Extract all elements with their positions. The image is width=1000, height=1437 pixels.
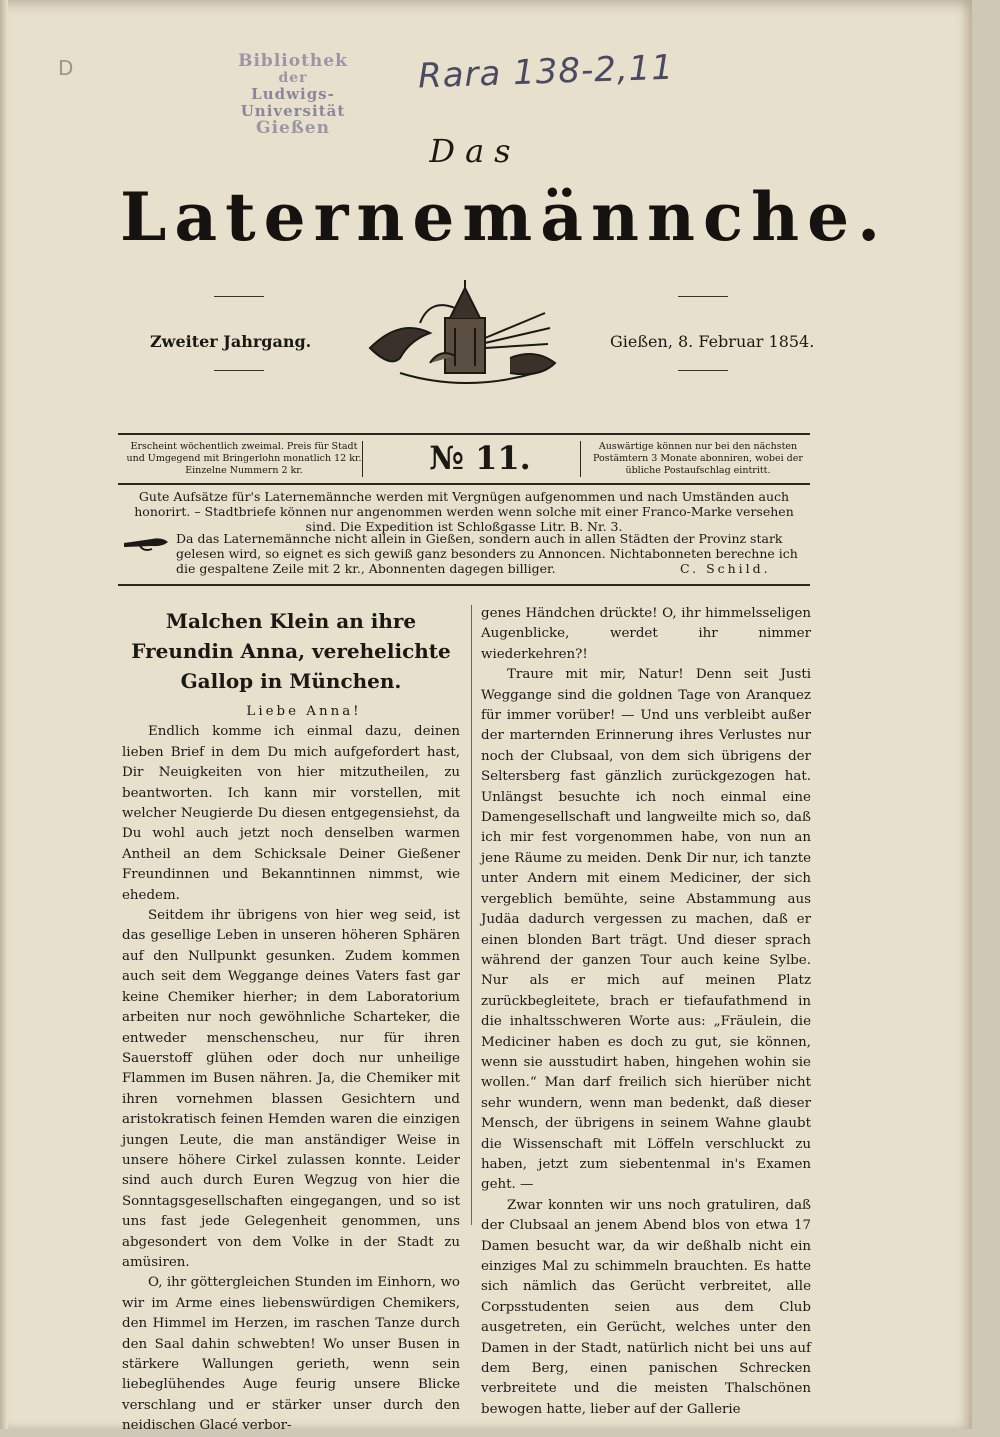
column-separator <box>471 605 472 1225</box>
stamp-line: Gießen <box>256 118 330 139</box>
stamp-line: der <box>278 69 308 86</box>
article-paragraph: Zwar konnten wir uns noch gratuliren, daß der Clubsaal an jenem Abend blos von etwa 17 Damen besucht war, da wir deßhalb nicht ein einziges Mal zu schimmeln brauchten. Es hatte sich nämlich das Gerücht verbreitet, alle Corpsstudenten seien aus dem Club ausgetreten, ein Gerücht, welches unter den Damen in der Stadt, natürlich nicht bei uns auf dem Berg, einen panischen Schrecken verbreitete und die meisten Thalschönen bewogen hatte, lieber auf der Gallerie <box>481 1197 811 1417</box>
ornament-rule <box>678 370 728 371</box>
margin-pencil-note: D <box>58 56 74 80</box>
article-paragraph: genes Händchen drückte! O, ihr himmelsseligen Augenblicke, werdet ihr nimmer wiederkehren?! <box>481 606 811 662</box>
section-divider <box>118 584 810 586</box>
volume-year: Zweiter Jahrgang. <box>150 332 312 351</box>
pointing-hand-icon <box>122 533 172 553</box>
advertising-notice: Da das Laternemännche nicht allein in Gießen, sondern auch in allen Städten der Provinz stark gelesen wird, so eignet es sich gewiß ganz besonders zu Annoncen. Nichtabonneten berechne ich die gespaltene Zeile mit 2 kr., Abonnenten dagegen billiger. <box>176 531 798 576</box>
article-paragraph: Seitdem ihr übrigens von hier weg seid, ist das gesellige Leben in unseren höheren Sphären auf den Nullpunkt gesunken. Zudem kommen auch seit dem Weggange deines Vaters fast gar keine Chemiker hierher; in dem Laboratorium arbeiten nur noch gewöhnliche Scharteker, die entweder menschenscheu, nur für ihren Sauerstoff glühen oder doch nur unheilige Flammen im Busen nähren. Ja, die Chemiker mit ihren vornehmen blassen Gesichtern und aristokratisch feinen Hemden waren die einzigen jungen Leute, die man anständiger Weise in unsere höhere Cirkel zulassen konnte. Leider sind auch durch Euren Wegzug von hier die Sonntagsgesellschaften eingegangen, und so ist uns fast jede Gelegenheit genommen, uns abgesondert von dem Volke in der Stadt zu amüsiren. <box>122 908 460 1270</box>
place-date: Gießen, 8. Februar 1854. <box>610 332 815 351</box>
issue-number: № 11. <box>429 439 531 477</box>
ornament-rule <box>214 296 264 297</box>
subscription-local-terms: Erscheint wöchentlich zweimal. Preis für Stadt und Umgegend mit Bringerlohn monatlich 12 kr. Einzelne Nummern 2 kr. <box>126 441 362 476</box>
ornament-rule <box>214 370 264 371</box>
info-separator <box>580 441 581 477</box>
article-paragraph: O, ihr göttergleichen Stunden im Einhorn, wo wir im Arme eines liebenswürdigen Chemikers, den Himmel im Herzen, im raschen Tanze durch den Saal dahin schwebten! Wo unser Busen in stärkere Wallungen gerieth, wenn sein liebeglühendes Auge feurig unsere Blicke verschlang und er stärker unser durch den neidischen Glacé verbor- <box>122 1275 460 1434</box>
editorial-notice: Gute Aufsätze für's Laternemännche werden mit Vergnügen aufgenommen und nach Umständen auch honorirt. – Stadtbriefe können nur angenommen werden wenn solche mit einer Franco-Marke versehen sind. Die Expedition ist Schloßgasse Litr. B. Nr. 3. <box>134 489 794 534</box>
masthead-das: Das <box>429 132 521 170</box>
stamp-line: Ludwigs-Universität <box>240 85 346 120</box>
article-headline: Malchen Klein an ihre Freundin Anna, verehelichte Gallop in München. <box>131 609 451 693</box>
article-paragraph: Endlich komme ich einmal dazu, deinen lieben Brief in dem Du mich aufgefordert hast, Dir Neuigkeiten von hier mitzutheilen, zu beantworten. Ich kann mir vorstellen, mit welcher Neugierde Du diesen entgegensiehst, da Du wohl auch jetzt noch denselben warmen Antheil an dem Schicksale Deiner Gießener Freundinnen und Bekanntinnen nimmst, wie ehedem. <box>122 724 460 903</box>
subscription-bar <box>118 433 810 485</box>
info-separator <box>362 441 363 477</box>
publisher-signature: C. Schild. <box>680 561 771 576</box>
library-stamp <box>208 52 378 138</box>
stamp-line: Bibliothek <box>238 51 348 71</box>
ornament-rule <box>678 296 728 297</box>
salutation: Liebe Anna! <box>246 704 362 719</box>
page-fold-shadow <box>0 0 8 1429</box>
handwritten-shelfmark: Rara 138-2,11 <box>417 47 675 97</box>
masthead-title: Laternemännche. <box>120 178 889 256</box>
article-column-left <box>122 604 460 1437</box>
lantern-vignette-icon <box>360 278 570 393</box>
article-column-right <box>481 604 811 1420</box>
subscription-external-terms: Auswärtige können nur bei den nächsten Postämtern 3 Monate abonniren, wobei der übliche Postaufschlag eintritt. <box>593 441 803 476</box>
article-paragraph: Traure mit mir, Natur! Denn seit Justi Weggange sind die goldnen Tage von Aranquez für immer vorüber! — Und uns verbleibt außer der marternden Erinnerung ihres Verlustes nur noch der Clubsaal, von dem sich übrigens der Seltersberg fast gänzlich zurückgezogen hat. Unlängst besuchte ich noch einmal eine Damengesellschaft und langweilte mich so, daß ich mir fest vorgenommen habe, von nun an jene Räume zu meiden. Denk Dir nur, ich tanzte unter Andern mit einem Mediciner, der sich vergeblich bemühte, seine Abstammung aus Judäa dadurch vergessen zu machen, daß er einen blonden Bart trägt. Und dieser sprach während der ganzen Tour auch keine Sylbe. Nur als er mich auf meinen Platz zurückbegleitete, brach er tiefaufathmend in die inhaltsschweren Worte aus: „Fräulein, die Mediciner haben es doch zu gut, sie können, wenn sie ausstudirt haben, hingehen wohin sie wollen.“ Man darf freilich sich hierüber nicht sehr wundern, wenn man bedenkt, daß dieser Mensch, der übrigens in seinem Wahne glaubt die Wissenschaft mit Löffeln verschluckt zu haben, jetzt zum siebentenmal in's Examen geht. — <box>481 667 811 1193</box>
